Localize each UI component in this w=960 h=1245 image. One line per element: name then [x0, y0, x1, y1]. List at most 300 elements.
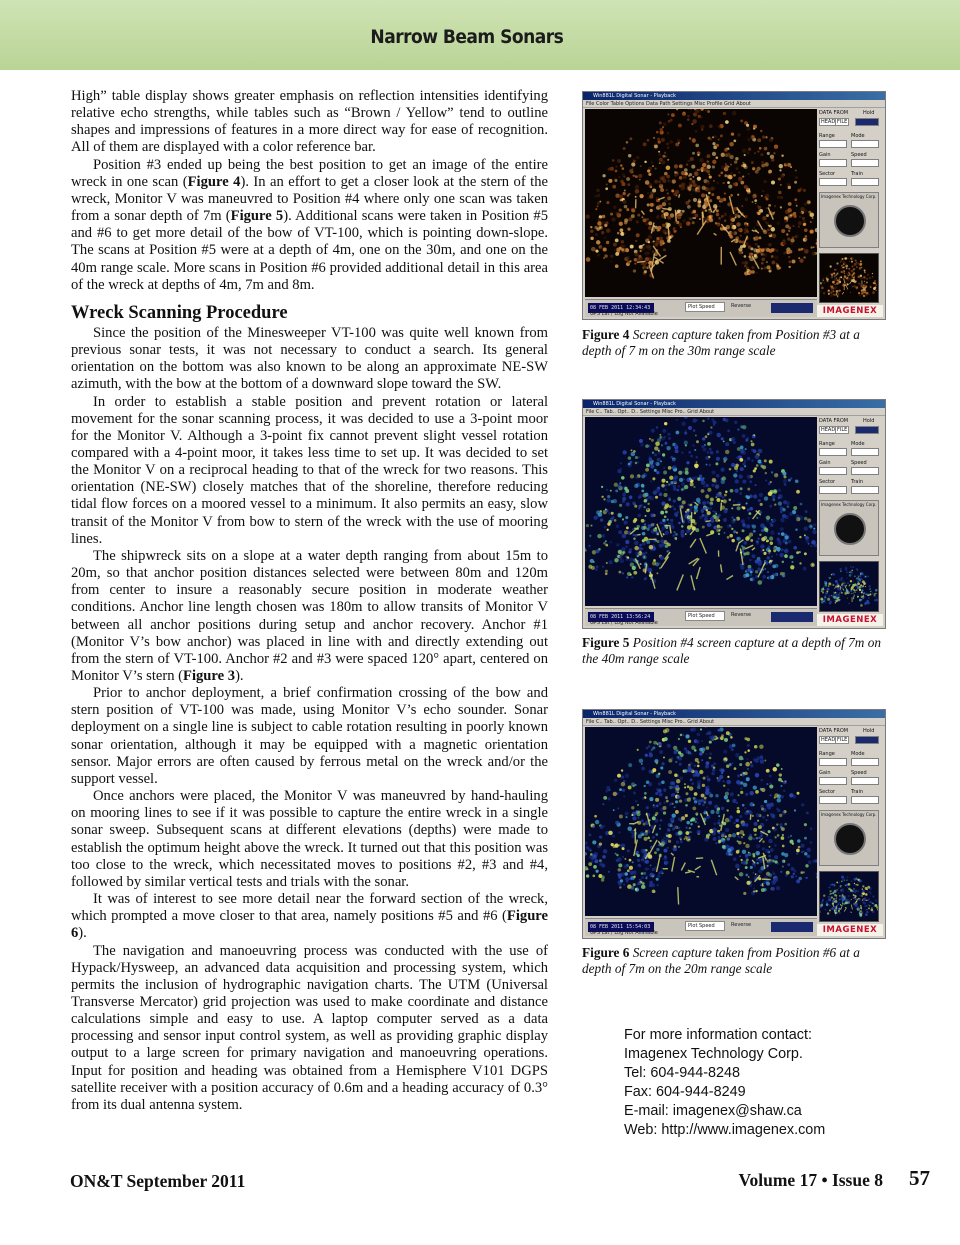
- sonar-echo: [807, 855, 810, 858]
- sonar-echo: [756, 464, 759, 467]
- sonar-echo: [673, 487, 677, 491]
- sonar-echo: [690, 504, 692, 506]
- sonar-echo: [837, 281, 840, 284]
- sonar-echo: [783, 252, 786, 255]
- hold-label[interactable]: Hold: [863, 728, 875, 734]
- sonar-echo: [678, 142, 680, 144]
- sonar-echo: [662, 202, 666, 206]
- sonar-echo: [762, 816, 765, 819]
- sonar-echo: [731, 520, 735, 524]
- sonar-echo: [608, 871, 610, 873]
- sonar-echo: [852, 890, 854, 892]
- sonar-echo: [863, 295, 865, 297]
- train-select[interactable]: [851, 486, 879, 494]
- sonar-echo: [601, 534, 605, 538]
- sonar-echo: [770, 481, 772, 483]
- sonar-echo: [702, 803, 705, 806]
- sonar-echo: [749, 791, 753, 795]
- sonar-echo: [597, 218, 600, 221]
- sonar-echo: [765, 849, 769, 853]
- sonar-echo: [812, 252, 816, 256]
- sonar-echo: [736, 456, 739, 459]
- sonar-display: [585, 417, 817, 606]
- sonar-echo: [725, 835, 727, 837]
- control-panel: [817, 727, 883, 936]
- hold-label[interactable]: Hold: [863, 110, 875, 116]
- sonar-echo: [760, 153, 763, 156]
- reverse-checkbox[interactable]: Reverse: [731, 612, 752, 618]
- sonar-echo: [684, 441, 688, 445]
- sonar-echo: [623, 147, 626, 150]
- sonar-echo: [866, 909, 867, 911]
- sector-select[interactable]: [819, 178, 847, 186]
- figure-4-screenshot: [582, 91, 886, 320]
- sonar-echo: [739, 474, 743, 478]
- sonar-echo: [631, 576, 633, 578]
- plot-speed-select[interactable]: Plot Speed: [685, 611, 725, 621]
- sonar-echo: [637, 859, 640, 862]
- gain-select[interactable]: [819, 467, 847, 475]
- sonar-echo: [697, 785, 701, 789]
- sonar-echo: [830, 273, 832, 275]
- sonar-echo: [616, 524, 620, 528]
- sonar-echo: [709, 448, 712, 451]
- sonar-echo: [834, 885, 835, 886]
- sonar-echo: [641, 489, 644, 492]
- sonar-echo: [688, 187, 692, 191]
- mode-label: Mode: [851, 133, 865, 139]
- sonar-echo: [862, 597, 864, 599]
- sonar-echo: [667, 132, 669, 134]
- sonar-echo: [813, 523, 816, 526]
- sonar-echo: [835, 914, 836, 915]
- plot-speed-select[interactable]: Plot Speed: [685, 302, 725, 312]
- sonar-echo: [867, 274, 869, 276]
- sonar-echo: [746, 230, 748, 232]
- sonar-echo: [821, 601, 824, 604]
- sonar-echo: [675, 810, 679, 814]
- sonar-echo: [630, 574, 632, 576]
- heading-control: [819, 810, 879, 866]
- sonar-echo: [660, 556, 664, 560]
- sonar-echo: [667, 433, 670, 436]
- sonar-echo: [831, 288, 832, 289]
- sonar-echo: [679, 478, 683, 482]
- sonar-echo: [622, 173, 625, 176]
- sonar-echo: [720, 171, 723, 174]
- sonar-echo: [688, 451, 691, 454]
- sonar-echo: [705, 764, 709, 768]
- sonar-echo: [822, 282, 823, 283]
- sonar-echo: [636, 156, 640, 160]
- sonar-echo: [649, 741, 652, 744]
- sonar-echo: [822, 286, 823, 287]
- sonar-echo: [651, 439, 654, 442]
- sonar-echo: [813, 528, 815, 530]
- sonar-echo: [671, 113, 675, 117]
- wreck-echo: [755, 874, 756, 875]
- window-title: Win881L Digital Sonar - Playback: [593, 93, 676, 99]
- sonar-echo: [655, 441, 660, 446]
- sonar-echo: [795, 479, 799, 483]
- sonar-echo: [732, 833, 736, 837]
- sonar-echo: [647, 745, 650, 748]
- sonar-echo: [807, 200, 811, 204]
- sonar-echo: [596, 870, 599, 873]
- sonar-echo: [677, 497, 681, 501]
- sonar-echo: [803, 850, 805, 852]
- sonar-echo: [655, 260, 660, 265]
- sonar-echo: [646, 218, 649, 221]
- sonar-echo: [772, 519, 776, 523]
- sonar-echo: [726, 780, 731, 785]
- range-select[interactable]: [819, 758, 847, 766]
- sonar-echo: [753, 828, 757, 832]
- sonar-echo: [825, 584, 828, 587]
- sonar-echo: [729, 215, 733, 218]
- sonar-echo: [648, 247, 652, 251]
- sonar-echo: [707, 417, 709, 419]
- sonar-echo: [757, 150, 759, 152]
- sonar-echo: [738, 228, 741, 231]
- sonar-echo: [769, 505, 772, 508]
- sonar-echo: [865, 893, 868, 896]
- sonar-echo: [776, 763, 779, 766]
- sonar-echo: [649, 438, 651, 440]
- sonar-echo: [694, 505, 698, 509]
- thumbnail-preview: [819, 253, 879, 303]
- sonar-echo: [613, 206, 616, 209]
- sonar-echo: [595, 208, 597, 210]
- mode-select[interactable]: [851, 758, 879, 766]
- sonar-echo: [645, 222, 648, 225]
- sonar-echo: [652, 189, 656, 193]
- file-button[interactable]: FILE: [837, 737, 848, 743]
- sonar-echo: [872, 291, 875, 294]
- sonar-echo: [677, 756, 680, 759]
- sonar-echo: [637, 461, 639, 463]
- heading-knob[interactable]: [834, 823, 866, 855]
- sonar-echo: [644, 161, 647, 164]
- sonar-echo: [636, 233, 640, 237]
- sonar-echo: [782, 561, 784, 563]
- sonar-echo: [796, 849, 800, 853]
- sonar-echo: [696, 461, 698, 463]
- sonar-echo: [676, 779, 680, 783]
- sonar-echo: [616, 212, 620, 216]
- sonar-echo: [698, 169, 700, 171]
- sonar-echo: [740, 774, 742, 776]
- range-select[interactable]: [819, 448, 847, 456]
- train-select[interactable]: [851, 796, 879, 804]
- sonar-echo: [729, 468, 732, 471]
- sonar-echo: [770, 155, 774, 159]
- reverse-checkbox[interactable]: Reverse: [731, 303, 752, 309]
- sonar-echo: [716, 457, 720, 461]
- sonar-echo: [740, 119, 743, 122]
- head-button[interactable]: HEAD: [821, 427, 836, 433]
- sonar-echo: [738, 247, 742, 251]
- sonar-echo: [593, 875, 596, 878]
- sonar-echo: [801, 803, 804, 806]
- heading-knob[interactable]: [834, 205, 866, 237]
- sonar-echo: [792, 260, 796, 264]
- sonar-echo: [641, 552, 645, 556]
- sonar-echo: [759, 147, 762, 150]
- sonar-echo: [841, 876, 844, 879]
- sonar-echo: [850, 580, 852, 582]
- sonar-echo: [679, 185, 682, 188]
- sonar-echo: [735, 753, 739, 757]
- sonar-echo: [852, 581, 854, 583]
- sonar-echo: [695, 130, 698, 133]
- sonar-echo: [704, 444, 706, 446]
- sonar-echo: [728, 185, 732, 189]
- sonar-echo: [707, 511, 711, 515]
- sonar-echo: [659, 522, 662, 525]
- sonar-echo: [831, 286, 833, 288]
- sonar-echo: [629, 558, 633, 562]
- head-button[interactable]: HEAD: [821, 119, 836, 125]
- sonar-echo: [658, 153, 660, 155]
- sector-select[interactable]: [819, 796, 847, 804]
- sonar-echo: [667, 518, 669, 520]
- sonar-echo: [844, 582, 845, 583]
- sonar-echo: [685, 471, 689, 475]
- sonar-echo: [757, 567, 761, 571]
- sonar-echo: [741, 506, 743, 508]
- mode-select[interactable]: [851, 140, 879, 148]
- sonar-echo: [641, 885, 645, 889]
- sonar-echo: [753, 786, 757, 790]
- sonar-echo: [659, 750, 663, 754]
- mode-select[interactable]: [851, 448, 879, 456]
- sonar-echo: [831, 289, 834, 292]
- file-button[interactable]: FILE: [837, 427, 848, 433]
- sonar-echo: [633, 269, 636, 272]
- sonar-echo: [637, 514, 641, 518]
- sonar-echo: [689, 786, 693, 790]
- sonar-echo: [709, 199, 712, 202]
- sonar-echo: [752, 525, 756, 529]
- sonar-echo: [606, 183, 608, 185]
- sonar-echo: [621, 476, 624, 479]
- sonar-echo: [827, 598, 830, 601]
- sonar-echo: [683, 175, 687, 179]
- sonar-echo: [766, 261, 768, 263]
- contact-web[interactable]: Web: http://www.imagenex.com: [624, 1122, 826, 1138]
- sonar-echo: [686, 461, 689, 464]
- sonar-echo: [856, 262, 857, 263]
- sonar-echo: [731, 132, 734, 135]
- train-select[interactable]: [851, 178, 879, 186]
- sonar-echo: [664, 516, 667, 519]
- sonar-echo: [865, 913, 868, 916]
- speed-select[interactable]: [851, 777, 879, 785]
- sonar-echo: [667, 113, 669, 115]
- sonar-echo: [765, 221, 767, 223]
- sonar-echo: [853, 268, 855, 270]
- sonar-echo: [667, 192, 669, 194]
- sonar-echo: [695, 802, 697, 804]
- sector-select[interactable]: [819, 486, 847, 494]
- sonar-echo: [747, 138, 750, 141]
- sonar-echo: [721, 834, 725, 838]
- sonar-echo: [787, 505, 790, 508]
- sonar-echo: [861, 591, 863, 593]
- plot-speed-select[interactable]: Plot Speed: [685, 921, 725, 931]
- sonar-echo: [637, 817, 639, 819]
- sonar-echo: [768, 204, 771, 207]
- sonar-echo: [687, 205, 691, 209]
- sonar-echo: [625, 773, 630, 778]
- sonar-echo: [671, 525, 675, 529]
- sonar-echo: [805, 864, 808, 867]
- sonar-echo: [639, 494, 643, 498]
- hold-label[interactable]: Hold: [863, 418, 875, 424]
- sonar-echo: [620, 228, 624, 232]
- sonar-echo: [837, 903, 839, 905]
- sonar-echo: [761, 258, 765, 262]
- sonar-echo: [655, 792, 658, 795]
- sonar-echo: [783, 479, 787, 483]
- sonar-echo: [737, 194, 739, 196]
- sonar-echo: [606, 562, 608, 564]
- sonar-echo: [795, 234, 799, 238]
- sonar-echo: [668, 497, 671, 500]
- sonar-echo: [863, 269, 865, 271]
- sonar-echo: [602, 566, 604, 568]
- sonar-echo: [774, 817, 776, 819]
- sonar-echo: [749, 252, 753, 256]
- sonar-echo: [611, 260, 613, 262]
- sonar-echo: [777, 538, 780, 541]
- thumbnail-image: [820, 254, 878, 302]
- sonar-echo: [869, 294, 870, 295]
- sonar-echo: [639, 865, 641, 867]
- speed-select[interactable]: [851, 159, 879, 167]
- sonar-echo: [833, 573, 836, 576]
- sonar-echo: [745, 536, 750, 541]
- sonar-echo: [786, 501, 790, 505]
- gain-select[interactable]: [819, 159, 847, 167]
- sonar-echo: [717, 138, 719, 140]
- sonar-echo: [788, 226, 791, 229]
- sonar-echo: [605, 540, 607, 542]
- sonar-echo: [692, 176, 694, 178]
- sonar-echo: [766, 882, 770, 886]
- sonar-echo: [692, 477, 695, 480]
- sonar-echo: [779, 553, 784, 557]
- sonar-echo: [829, 595, 831, 597]
- sonar-echo: [715, 462, 718, 465]
- sonar-echo: [764, 459, 767, 462]
- sonar-echo: [641, 484, 644, 487]
- sonar-echo: [746, 502, 748, 504]
- speed-select[interactable]: [851, 467, 879, 475]
- sonar-echo: [862, 888, 863, 890]
- sonar-echo: [674, 173, 677, 176]
- sonar-echo: [731, 507, 733, 509]
- sonar-echo: [621, 782, 626, 787]
- sonar-echo: [747, 768, 749, 770]
- sonar-echo: [626, 256, 629, 259]
- sonar-echo: [860, 914, 862, 916]
- sonar-echo: [642, 540, 645, 543]
- sonar-echo: [627, 850, 630, 853]
- sonar-echo: [639, 194, 643, 198]
- sonar-echo: [624, 491, 626, 493]
- sonar-echo: [704, 200, 707, 203]
- sonar-echo: [624, 232, 626, 234]
- sonar-echo: [641, 216, 643, 218]
- sonar-echo: [639, 879, 641, 881]
- sonar-echo: [715, 222, 718, 225]
- sonar-echo: [858, 263, 859, 264]
- sonar-echo: [676, 419, 678, 421]
- sonar-echo: [699, 218, 701, 220]
- sonar-echo: [625, 540, 629, 544]
- sonar-echo: [674, 774, 677, 777]
- sonar-echo: [858, 292, 860, 294]
- sonar-echo: [668, 840, 671, 843]
- head-button[interactable]: HEAD: [821, 737, 836, 743]
- sonar-echo: [836, 897, 837, 898]
- sonar-echo: [702, 437, 705, 440]
- sonar-echo: [737, 133, 740, 136]
- sonar-echo: [755, 455, 759, 459]
- sonar-echo: [776, 823, 778, 825]
- sonar-echo: [835, 593, 837, 595]
- contact-email[interactable]: E-mail: imagenex@shaw.ca: [624, 1103, 802, 1119]
- sonar-echo: [707, 779, 710, 782]
- sonar-echo: [745, 866, 748, 869]
- sonar-echo: [723, 499, 727, 503]
- sonar-echo: [639, 439, 643, 443]
- range-select[interactable]: [819, 140, 847, 148]
- sonar-echo: [652, 452, 654, 454]
- file-button[interactable]: FILE: [837, 119, 848, 125]
- sonar-echo: [737, 428, 739, 430]
- sonar-echo: [744, 261, 748, 265]
- sonar-echo: [865, 285, 866, 286]
- gain-label: Gain: [819, 770, 831, 776]
- reverse-checkbox[interactable]: Reverse: [731, 922, 752, 928]
- sonar-echo: [716, 498, 720, 502]
- sonar-echo: [645, 877, 647, 879]
- sonar-echo: [846, 884, 848, 886]
- gain-select[interactable]: [819, 777, 847, 785]
- sonar-echo: [676, 194, 678, 196]
- sonar-echo: [860, 604, 863, 607]
- sonar-echo: [841, 587, 843, 589]
- sonar-echo: [666, 481, 668, 483]
- sonar-echo: [709, 176, 712, 179]
- sonar-echo: [857, 575, 858, 576]
- sonar-echo: [859, 267, 862, 270]
- sonar-echo: [800, 503, 803, 506]
- sonar-echo: [774, 793, 779, 797]
- sonar-echo: [860, 277, 863, 280]
- sonar-echo: [674, 171, 677, 174]
- sonar-echo: [769, 794, 771, 796]
- sonar-echo: [730, 489, 734, 493]
- heading-knob[interactable]: [834, 513, 866, 545]
- sonar-echo: [723, 785, 725, 787]
- sonar-echo: [713, 526, 716, 529]
- sonar-echo: [712, 160, 716, 164]
- sonar-echo: [710, 426, 712, 428]
